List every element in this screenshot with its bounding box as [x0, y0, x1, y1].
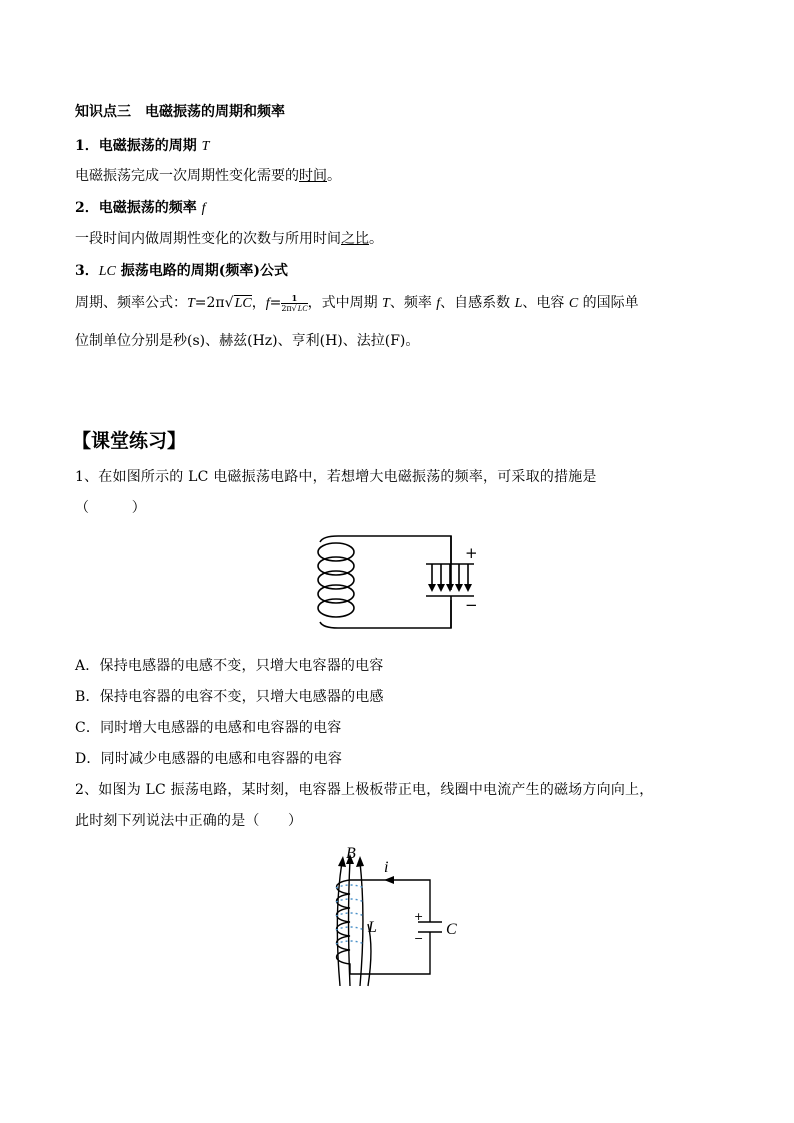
period-symbol: T	[201, 139, 210, 154]
subsection-2-label: 2．电磁振荡的频率	[75, 200, 202, 216]
subsection-3-number: 3．	[75, 263, 99, 279]
fraction-denominator: 2π√LC	[281, 303, 308, 313]
subsection-1-label: 1．电磁振荡的周期	[75, 138, 202, 154]
sqrt-LC: LC	[234, 296, 252, 311]
underlined-answer: 之比	[341, 231, 369, 247]
option-b[interactable]: B．保持电容器的电容不变，只增大电感器的电感	[75, 689, 384, 705]
section-heading: 知识点三 电磁振荡的周期和频率	[75, 104, 285, 120]
formula-line: 周期、频率公式：T=2π√LC，f= $\frac{1}{2\pi√LC}$ ，式中周期 T、频率 f、自感系数 L、电容 C 的国际单	[75, 292, 639, 313]
subsection-1-body	[75, 165, 341, 185]
question-1-answer-blank: （ ）	[75, 500, 146, 516]
option-d[interactable]: D．同时减少电感器的电感和电容器的电容	[75, 751, 343, 767]
option-c[interactable]: C．同时增大电感器的电感和电容器的电容	[75, 720, 342, 736]
capacitor-label: C	[446, 921, 457, 938]
formula-text: 、电容	[522, 295, 569, 311]
denominator-prefix: 2π	[281, 303, 292, 313]
formula-eq2: =	[269, 295, 282, 311]
var-T: T	[187, 296, 195, 311]
current-label: i	[384, 859, 389, 876]
fraction-numerator: 1	[281, 294, 307, 304]
coil-loop	[318, 599, 354, 617]
frequency-symbol: f	[201, 201, 206, 216]
var-f: f	[265, 296, 270, 311]
coil-loop	[318, 543, 354, 561]
formula-eq: =2π	[194, 295, 225, 311]
var-C: C	[568, 296, 579, 311]
lc-circuit-diagram-1	[300, 530, 500, 640]
positive-sign: +	[465, 544, 478, 562]
current-arrow-icon	[384, 876, 394, 884]
question-1-line-1: 1、在如图所示的 LC 电磁振荡电路中，若想增大电磁振荡的频率，可采取的措施是	[75, 469, 597, 485]
positive-sign: +	[414, 910, 424, 923]
lc-circuit-diagram-2	[310, 840, 470, 990]
negative-sign: −	[414, 932, 424, 945]
inductor-label: L	[368, 919, 377, 936]
var-f: f	[436, 296, 441, 311]
body-text: 一段时间内做周期性变化的次数与所用时间	[75, 231, 341, 247]
punctuation: 。	[327, 168, 341, 184]
lc-symbol: LC	[98, 264, 116, 279]
subsection-3-title	[75, 260, 288, 280]
option-a[interactable]: A．保持电感器的电感不变，只增大电容器的电容	[75, 658, 384, 674]
subsection-3-label: 振荡电路的周期(频率)公式	[115, 263, 288, 279]
formula-intro: 周期、频率公式：	[75, 295, 187, 311]
denominator-sqrt: LC	[297, 303, 308, 313]
formula-text: 、频率	[389, 295, 437, 311]
body-text: 电磁振荡完成一次周期性变化需要的	[75, 168, 299, 184]
bottom-wire	[338, 600, 451, 628]
practice-title: 【课堂练习】	[72, 430, 187, 452]
formula-text: 、自感系数	[440, 295, 515, 311]
var-T: T	[382, 296, 390, 311]
subsection-2-body	[75, 228, 383, 248]
formula-text: 的国际单	[578, 295, 639, 311]
subsection-1-title	[75, 135, 209, 155]
question-2-line-2: 此时刻下列说法中正确的是（ ）	[75, 813, 303, 829]
formula-text: ，式中周期	[307, 295, 383, 311]
magnetic-field-label: B	[346, 845, 356, 862]
negative-sign: −	[465, 596, 478, 614]
frequency-fraction	[281, 294, 307, 313]
underlined-answer: 时间	[299, 168, 327, 184]
punctuation: 。	[369, 231, 383, 247]
top-wire	[338, 536, 451, 590]
coil-loop	[318, 557, 354, 575]
var-L: L	[514, 296, 523, 311]
subsection-2-title	[75, 197, 206, 217]
units-line: 位制单位分别是秒(s)、赫兹(Hz)、亨利(H)、法拉(F)。	[75, 333, 420, 349]
coil-loop	[318, 585, 354, 603]
formula-sep: ，	[251, 295, 266, 311]
coil-loop	[318, 571, 354, 589]
question-2-line-1: 2、如图为 LC 振荡电路，某时刻，电容器上极板带正电，线圈中电流产生的磁场方向向上，	[75, 782, 654, 798]
